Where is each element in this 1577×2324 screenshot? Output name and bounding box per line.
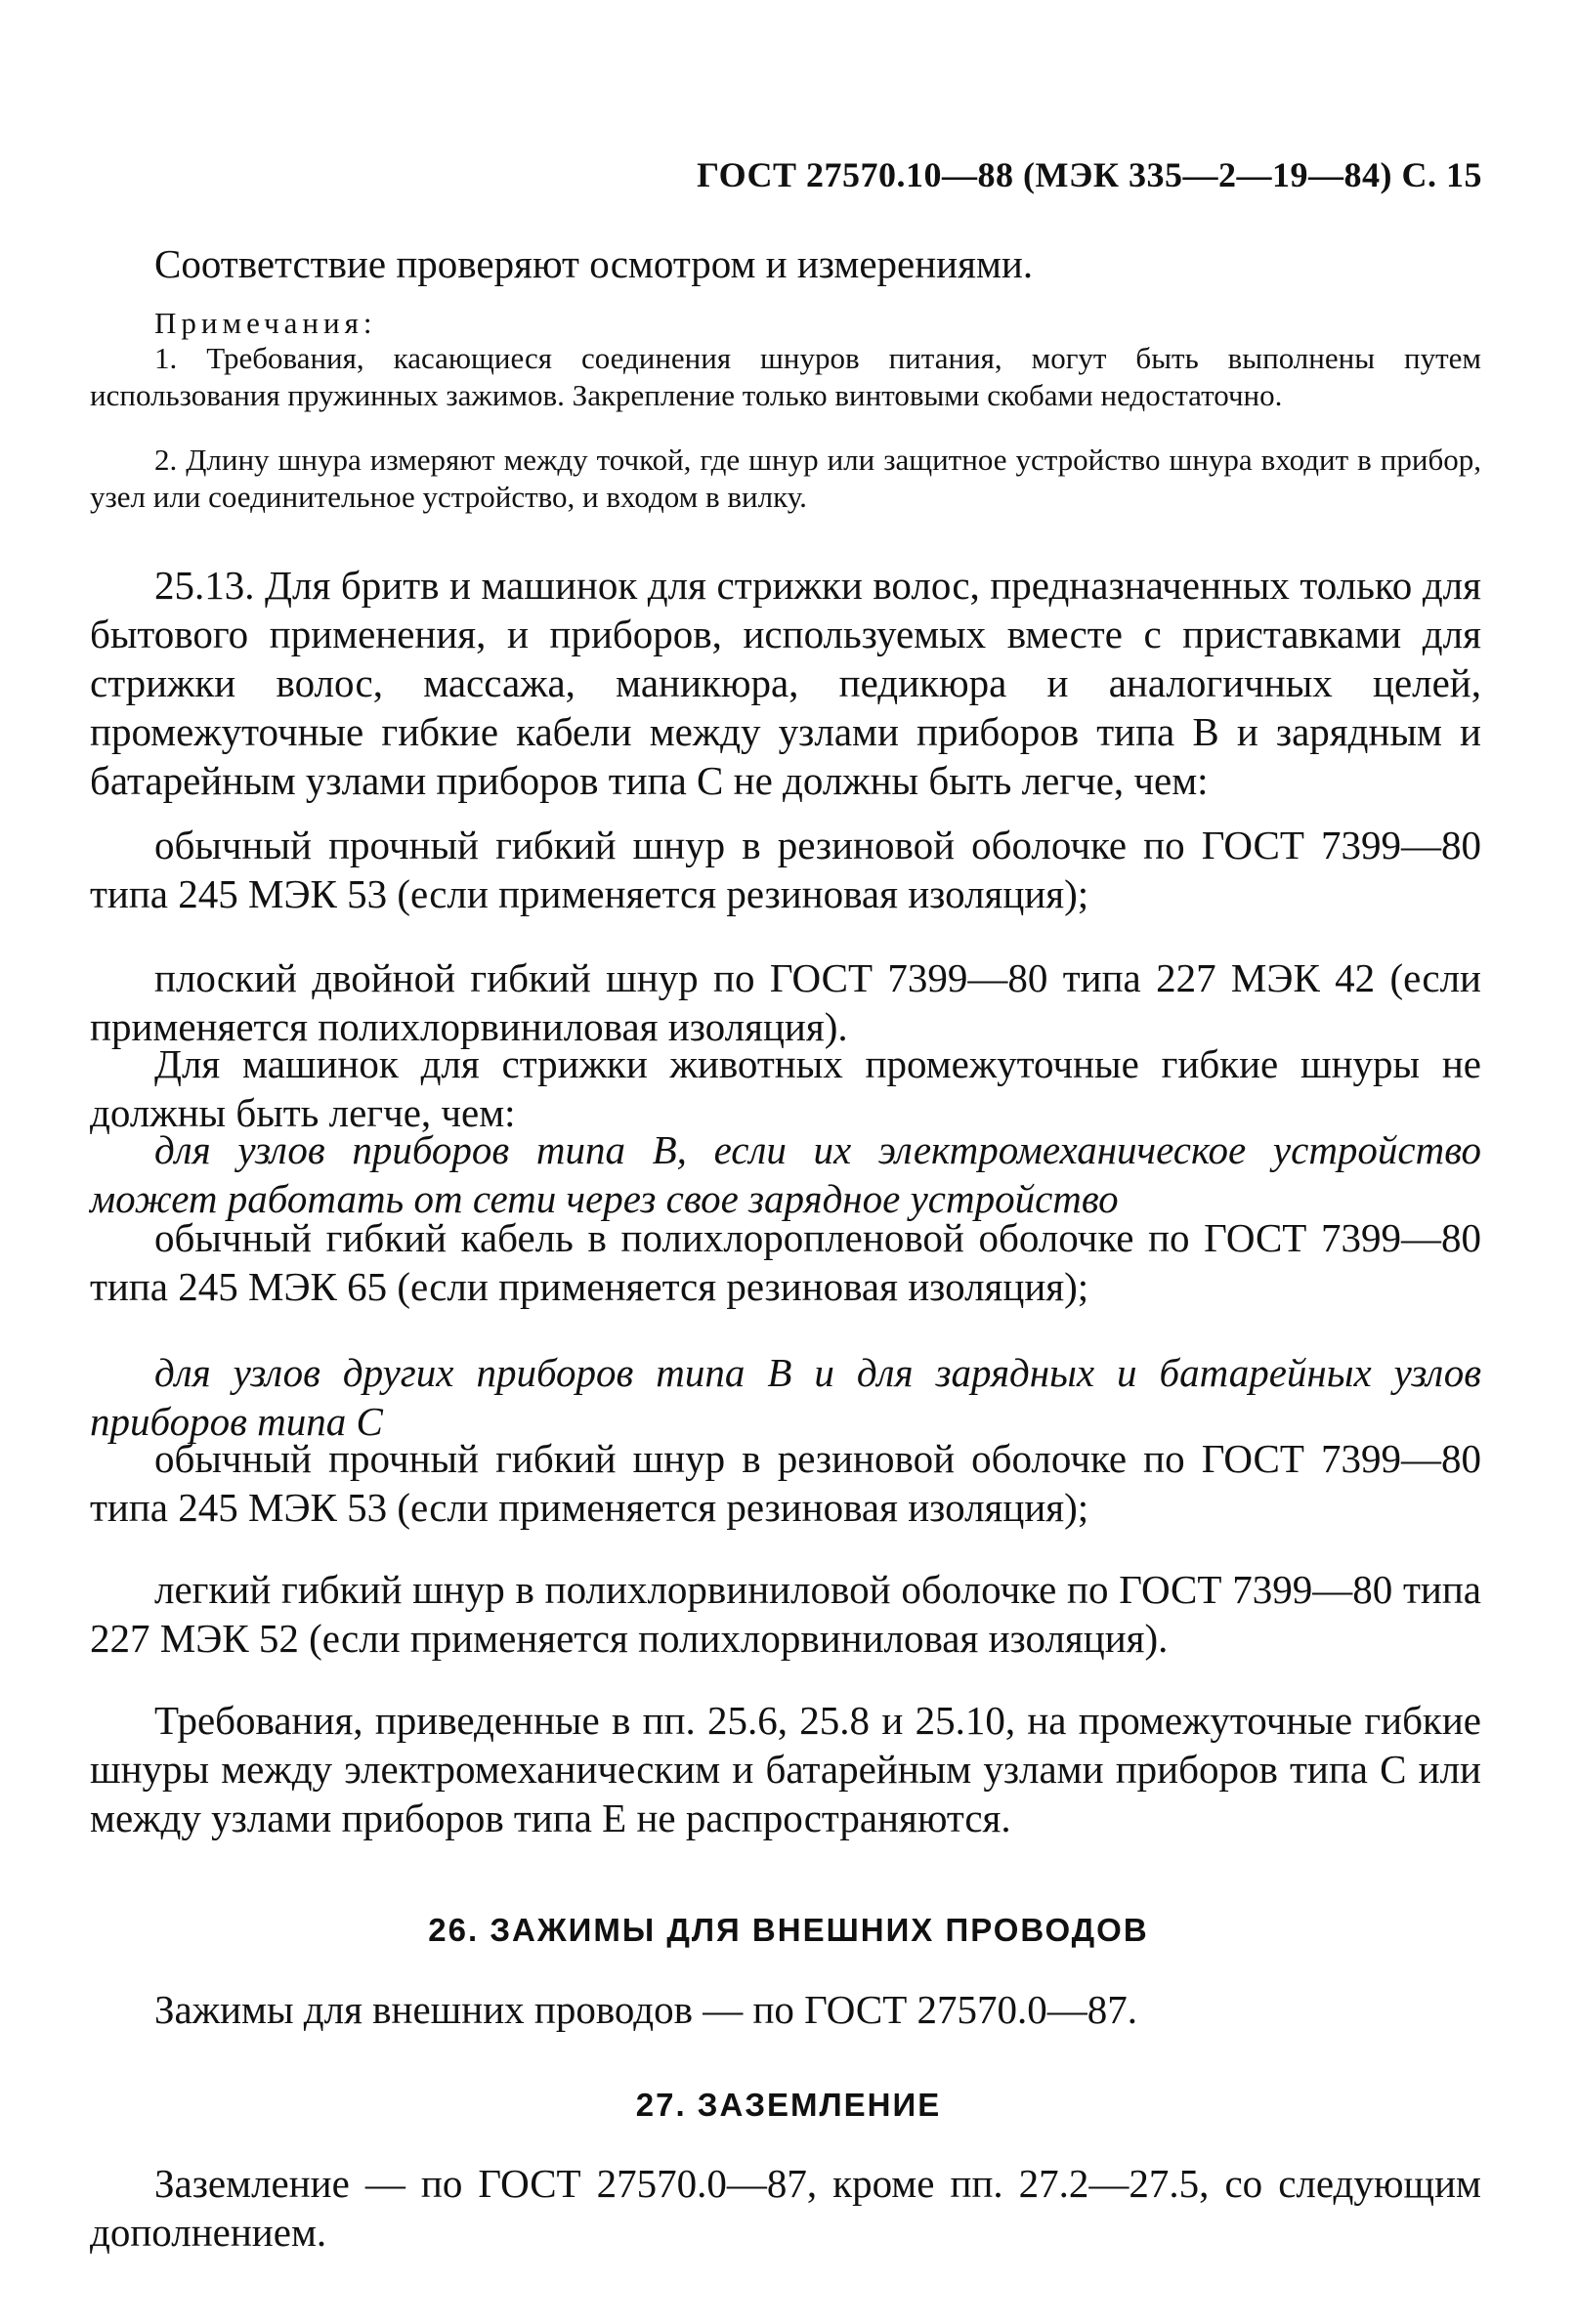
list-item-3: обычный гибкий кабель в полихлоропленовой оболочке по ГОСТ 7399—80 типа 245 МЭК 65 (если применяется резиновая изоляция); [90, 1215, 1481, 1309]
italic-condition-2: для узлов других приборов типа В и для зарядных и батарейных узлов приборов типа С [90, 1350, 1481, 1444]
list-item-1: обычный прочный гибкий шнур в резиновой оболочке по ГОСТ 7399—80 типа 245 МЭК 53 (если применяется резиновая изоляция); [90, 823, 1481, 916]
section-26-heading: 26. ЗАЖИМЫ ДЛЯ ВНЕШНИХ ПРОВОДОВ [428, 1912, 1149, 1948]
note-1: 1. Требования, касающиеся соединения шнуров питания, могут быть выполнены путем использования пружинных зажимов. Закрепление только винтовыми скобами недостаточно. [90, 341, 1481, 412]
list-item-5: легкий гибкий шнур в полихлорвиниловой оболочке по ГОСТ 7399—80 типа 227 МЭК 52 (если применяется полихлорвиниловая изоляция). [90, 1567, 1481, 1661]
list-item-2: плоский двойной гибкий шнур по ГОСТ 7399—80 типа 227 МЭК 42 (если применяется полихлорвиниловая изоляция). [90, 955, 1481, 1049]
requirements-paragraph: Требования, приведенные в пп. 25.6, 25.8 и 25.10, на промежуточные гибкие шнуры между электромеханическим и батарейным узлами приборов типа С или между узлами приборов типа Е не распространяются. [90, 1698, 1481, 1840]
list-item-4: обычный прочный гибкий шнур в резиновой оболочке по ГОСТ 7399—80 типа 245 МЭК 53 (если применяется резиновая изоляция); [90, 1436, 1481, 1530]
section-27-heading: 27. ЗАЗЕМЛЕНИЕ [635, 2087, 942, 2123]
section-26-text: Зажимы для внешних проводов — по ГОСТ 27570.0—87. [154, 1987, 1138, 2032]
intro-paragraph: Соответствие проверяют осмотром и измерениями. [154, 241, 1034, 286]
page-header: ГОСТ 27570.10—88 (МЭК 335—2—19—84) С. 15 [697, 155, 1482, 194]
section-27-text: Заземление — по ГОСТ 27570.0—87, кроме пп. 27.2—27.5, со следующим дополнением. [90, 2161, 1481, 2255]
italic-condition-1: для узлов приборов типа В, если их электромеханическое устройство может работать от сети через свое зарядное устройство [90, 1127, 1481, 1221]
clause-25-13: 25.13. Для бритв и машинок для стрижки волос, предназначенных только для бытового применения, и приборов, используемых вместе с приставками для стрижки волос, массажа, маникюра, педикюра и аналогичных целей, промежуточные гибкие кабели между узлами приборов типа В и зарядным и батарейным узлами приборов типа С не должны быть легче, чем: [90, 563, 1481, 803]
notes-title: Примечания: [154, 306, 377, 340]
animals-paragraph: Для машинок для стрижки животных промежуточные гибкие шнуры не должны быть легче, чем: [90, 1041, 1481, 1135]
note-2: 2. Длину шнура измеряют между точкой, где шнур или защитное устройство шнура входит в прибор, узел или соединительное устройство, и входом в вилку. [90, 443, 1481, 514]
